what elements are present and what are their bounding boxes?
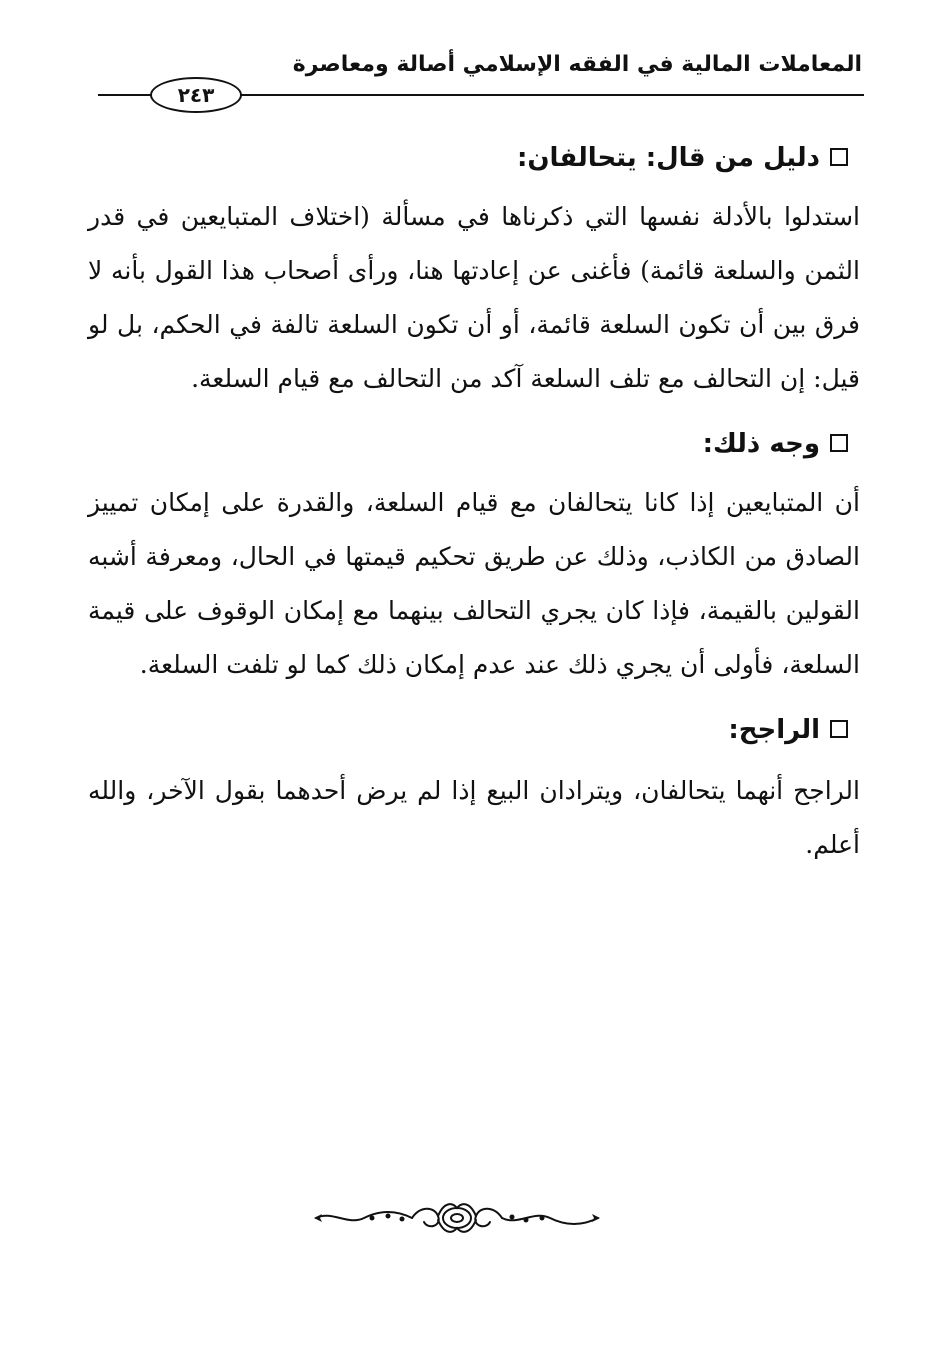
running-header-title: المعاملات المالية في الفقه الإسلامي أصالة ومعاصرة <box>292 52 862 77</box>
section-heading-text: دليل من قال: يتحالفان: <box>516 143 820 173</box>
section-paragraph-evidence <box>88 190 860 406</box>
section-heading-reason <box>88 424 848 464</box>
paragraph-text: أن المتبايعين إذا كانا يتحالفان مع قيام السلعة، والقدرة على إمكان تمييز الصادق من الكاذب، وذلك عن طريق تحكيم قيمتها في الحال، ومعرفة أشبه القولين بالقيمة، فإذا كان يجري التحالف بينهما مع إمكان الوقوف على قيمة السلعة، فأولى أن يجري ذلك عند عدم إمكان ذلك كما لو تلفت السلعة. <box>88 488 860 679</box>
paragraph-text: الراجح أنهما يتحالفان، ويترادان البيع إذا لم يرض أحدهما بقول الآخر، والله أعلم. <box>88 776 860 859</box>
section-paragraph-preferred <box>88 764 860 872</box>
decorative-divider-icon <box>312 1196 602 1240</box>
square-bullet-icon <box>830 434 848 452</box>
section-heading-text: وجه ذلك: <box>702 429 820 459</box>
section-heading-evidence <box>88 138 848 178</box>
paragraph-text: استدلوا بالأدلة نفسها التي ذكرناها في مسألة (اختلاف المتبايعين في قدر الثمن والسلعة قائمة) فأغنى عن إعادتها هنا، ورأى أصحاب هذا القول بأنه لا فرق بين أن تكون السلعة قائمة، أو أن تكون السلعة تالفة في الحكم، بل لو قيل: إن التحالف مع تلف السلعة آكد من التحالف مع قيام السلعة. <box>88 202 860 393</box>
page-number: ٢٤٣ <box>150 77 242 113</box>
square-bullet-icon <box>830 148 848 166</box>
section-heading-text: الراجح: <box>728 715 820 745</box>
section-heading-preferred <box>88 710 848 750</box>
square-bullet-icon <box>830 720 848 738</box>
section-paragraph-reason <box>88 476 860 692</box>
